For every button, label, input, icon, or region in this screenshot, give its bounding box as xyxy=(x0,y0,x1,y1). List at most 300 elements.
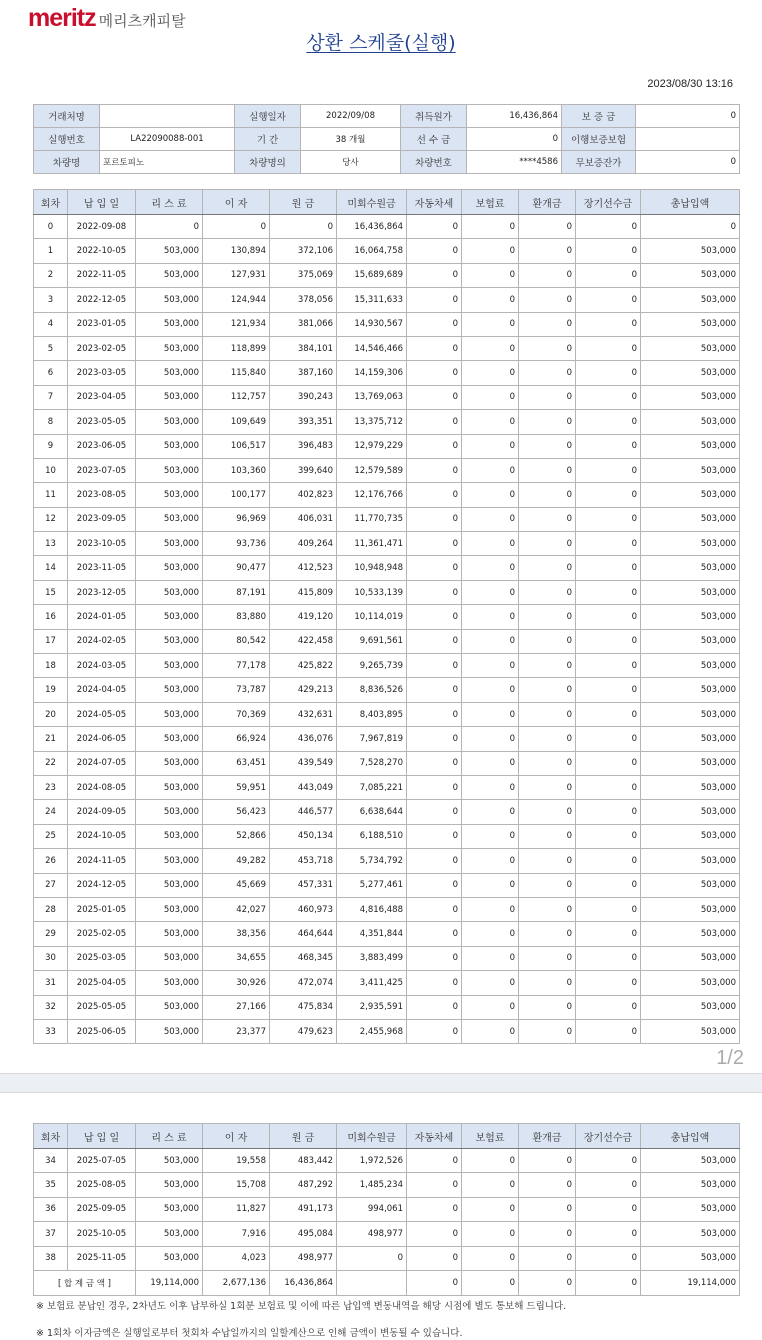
cell-principal: 483,442 xyxy=(270,1149,337,1173)
cell-lease-fee: 503,000 xyxy=(136,1222,203,1246)
total-label: [ 합 계 금 액 ] xyxy=(34,1270,136,1295)
cell-long-term-advance: 0 xyxy=(576,922,641,946)
cell-insurance: 0 xyxy=(462,1222,519,1246)
cell-interest: 80,542 xyxy=(203,629,270,653)
cell-unrecovered-principal: 3,411,425 xyxy=(337,971,407,995)
cell-interest: 100,177 xyxy=(203,483,270,507)
cell-long-term-advance: 0 xyxy=(576,1019,641,1043)
cell-interest: 15,708 xyxy=(203,1173,270,1197)
cell-installment: 21 xyxy=(34,727,68,751)
cell-lease-fee: 503,000 xyxy=(136,702,203,726)
table-row xyxy=(34,605,740,629)
cell-payment-date: 2023-02-05 xyxy=(68,336,136,360)
cell-total-payment: 503,000 xyxy=(641,1246,740,1270)
cell-unrecovered-principal: 15,689,689 xyxy=(337,263,407,287)
cell-long-term-advance: 0 xyxy=(576,629,641,653)
col-header-insurance: 보험료 xyxy=(462,190,519,215)
acquisition-cost-label: 취득원가 xyxy=(401,105,467,128)
cell-installment: 14 xyxy=(34,556,68,580)
table-row xyxy=(34,751,740,775)
total-principal: 16,436,864 xyxy=(270,1270,337,1295)
cell-refund: 0 xyxy=(519,971,576,995)
cell-installment: 26 xyxy=(34,849,68,873)
col-header-installment: 회차 xyxy=(34,190,68,215)
cell-total-payment: 503,000 xyxy=(641,507,740,531)
cell-lease-fee: 503,000 xyxy=(136,1197,203,1221)
cell-interest: 27,166 xyxy=(203,995,270,1019)
cell-insurance: 0 xyxy=(462,751,519,775)
cell-total-payment: 503,000 xyxy=(641,1173,740,1197)
total-insurance: 0 xyxy=(462,1270,519,1295)
cell-lease-fee: 503,000 xyxy=(136,336,203,360)
client-name-label: 거래처명 xyxy=(34,105,100,128)
col-header-installment: 회차 xyxy=(34,1124,68,1149)
cell-lease-fee: 503,000 xyxy=(136,873,203,897)
cell-principal: 399,640 xyxy=(270,458,337,482)
cell-car-tax: 0 xyxy=(407,239,462,263)
cell-payment-date: 2025-04-05 xyxy=(68,971,136,995)
page-separator xyxy=(0,1073,762,1093)
table-row xyxy=(34,849,740,873)
cell-lease-fee: 503,000 xyxy=(136,1173,203,1197)
cell-principal: 487,292 xyxy=(270,1173,337,1197)
cell-refund: 0 xyxy=(519,1246,576,1270)
vehicle-number-label: 차량번호 xyxy=(401,151,467,174)
cell-car-tax: 0 xyxy=(407,629,462,653)
cell-lease-fee: 503,000 xyxy=(136,800,203,824)
cell-refund: 0 xyxy=(519,1019,576,1043)
cell-interest: 124,944 xyxy=(203,288,270,312)
cell-interest: 59,951 xyxy=(203,775,270,799)
cell-long-term-advance: 0 xyxy=(576,1173,641,1197)
cell-unrecovered-principal: 13,769,063 xyxy=(337,385,407,409)
cell-unrecovered-principal: 2,455,968 xyxy=(337,1019,407,1043)
table-row xyxy=(34,1197,740,1221)
cell-insurance: 0 xyxy=(462,288,519,312)
cell-total-payment: 503,000 xyxy=(641,1197,740,1221)
cell-car-tax: 0 xyxy=(407,727,462,751)
cell-refund: 0 xyxy=(519,995,576,1019)
cell-principal: 432,631 xyxy=(270,702,337,726)
table-row xyxy=(34,727,740,751)
info-row-1 xyxy=(34,105,740,128)
cell-installment: 9 xyxy=(34,434,68,458)
cell-interest: 103,360 xyxy=(203,458,270,482)
cell-unrecovered-principal: 14,930,567 xyxy=(337,312,407,336)
table-row xyxy=(34,263,740,287)
cell-long-term-advance: 0 xyxy=(576,775,641,799)
table-row xyxy=(34,410,740,434)
cell-insurance: 0 xyxy=(462,702,519,726)
cell-long-term-advance: 0 xyxy=(576,1246,641,1270)
cell-payment-date: 2023-04-05 xyxy=(68,385,136,409)
cell-unrecovered-principal: 8,403,895 xyxy=(337,702,407,726)
table-row xyxy=(34,629,740,653)
cell-payment-date: 2022-10-05 xyxy=(68,239,136,263)
cell-unrecovered-principal: 7,085,221 xyxy=(337,775,407,799)
cell-principal: 409,264 xyxy=(270,532,337,556)
cell-insurance: 0 xyxy=(462,215,519,239)
cell-insurance: 0 xyxy=(462,410,519,434)
cell-installment: 32 xyxy=(34,995,68,1019)
cell-installment: 18 xyxy=(34,654,68,678)
cell-interest: 112,757 xyxy=(203,385,270,409)
cell-long-term-advance: 0 xyxy=(576,849,641,873)
cell-interest: 56,423 xyxy=(203,800,270,824)
cell-car-tax: 0 xyxy=(407,1019,462,1043)
footnote-insurance: ※ 보험료 분납인 경우, 2차년도 이후 납부하실 1회분 보험료 및 이에 따른 납입액 변동내역을 해당 시점에 별도 통보해 드립니다. xyxy=(36,1301,567,1312)
cell-interest: 7,916 xyxy=(203,1222,270,1246)
table-row xyxy=(34,702,740,726)
cell-payment-date: 2024-09-05 xyxy=(68,800,136,824)
cell-interest: 87,191 xyxy=(203,580,270,604)
cell-principal: 495,084 xyxy=(270,1222,337,1246)
cell-long-term-advance: 0 xyxy=(576,458,641,482)
cell-interest: 106,517 xyxy=(203,434,270,458)
cell-unrecovered-principal: 6,638,644 xyxy=(337,800,407,824)
cell-principal: 419,120 xyxy=(270,605,337,629)
cell-long-term-advance: 0 xyxy=(576,751,641,775)
cell-principal: 415,809 xyxy=(270,580,337,604)
cell-total-payment: 503,000 xyxy=(641,239,740,263)
cell-lease-fee: 503,000 xyxy=(136,751,203,775)
cell-total-payment: 503,000 xyxy=(641,678,740,702)
cell-long-term-advance: 0 xyxy=(576,971,641,995)
table-row xyxy=(34,922,740,946)
cell-lease-fee: 503,000 xyxy=(136,507,203,531)
cell-insurance: 0 xyxy=(462,775,519,799)
cell-interest: 49,282 xyxy=(203,849,270,873)
cell-interest: 19,558 xyxy=(203,1149,270,1173)
cell-car-tax: 0 xyxy=(407,532,462,556)
cell-installment: 25 xyxy=(34,824,68,848)
cell-insurance: 0 xyxy=(462,946,519,970)
cell-total-payment: 503,000 xyxy=(641,800,740,824)
cell-refund: 0 xyxy=(519,629,576,653)
cell-lease-fee: 503,000 xyxy=(136,263,203,287)
cell-unrecovered-principal: 10,114,019 xyxy=(337,605,407,629)
table-row xyxy=(34,1222,740,1246)
col-header-unrecovered-principal: 미회수원금 xyxy=(337,1124,407,1149)
residual-value-label: 무보증잔가 xyxy=(562,151,636,174)
cell-insurance: 0 xyxy=(462,263,519,287)
cell-interest: 115,840 xyxy=(203,361,270,385)
cell-long-term-advance: 0 xyxy=(576,288,641,312)
col-header-payment-date: 납 입 일 xyxy=(68,190,136,215)
col-header-lease-fee: 리 스 료 xyxy=(136,1124,203,1149)
cell-long-term-advance: 0 xyxy=(576,312,641,336)
cell-car-tax: 0 xyxy=(407,971,462,995)
cell-car-tax: 0 xyxy=(407,410,462,434)
cell-installment: 1 xyxy=(34,239,68,263)
info-row-3 xyxy=(34,151,740,174)
cell-total-payment: 503,000 xyxy=(641,873,740,897)
cell-long-term-advance: 0 xyxy=(576,995,641,1019)
cell-long-term-advance: 0 xyxy=(576,385,641,409)
cell-installment: 37 xyxy=(34,1222,68,1246)
cell-refund: 0 xyxy=(519,922,576,946)
cell-refund: 0 xyxy=(519,507,576,531)
print-datetime: 2023/08/30 13:16 xyxy=(647,78,733,90)
cell-refund: 0 xyxy=(519,556,576,580)
info-row-2 xyxy=(34,128,740,151)
cell-insurance: 0 xyxy=(462,1149,519,1173)
cell-long-term-advance: 0 xyxy=(576,434,641,458)
cell-insurance: 0 xyxy=(462,971,519,995)
cell-unrecovered-principal: 12,979,229 xyxy=(337,434,407,458)
table-row xyxy=(34,1149,740,1173)
cell-installment: 15 xyxy=(34,580,68,604)
cell-long-term-advance: 0 xyxy=(576,361,641,385)
cell-lease-fee: 503,000 xyxy=(136,946,203,970)
cell-principal: 450,134 xyxy=(270,824,337,848)
cell-insurance: 0 xyxy=(462,312,519,336)
cell-unrecovered-principal: 994,061 xyxy=(337,1197,407,1221)
cell-car-tax: 0 xyxy=(407,946,462,970)
cell-interest: 63,451 xyxy=(203,751,270,775)
cell-car-tax: 0 xyxy=(407,1149,462,1173)
table-row xyxy=(34,215,740,239)
cell-total-payment: 503,000 xyxy=(641,1222,740,1246)
cell-unrecovered-principal: 11,361,471 xyxy=(337,532,407,556)
col-header-long-term-advance: 장기선수금 xyxy=(576,190,641,215)
cell-interest: 23,377 xyxy=(203,1019,270,1043)
cell-lease-fee: 503,000 xyxy=(136,532,203,556)
cell-total-payment: 0 xyxy=(641,215,740,239)
cell-insurance: 0 xyxy=(462,458,519,482)
cell-long-term-advance: 0 xyxy=(576,483,641,507)
cell-insurance: 0 xyxy=(462,678,519,702)
cell-lease-fee: 503,000 xyxy=(136,312,203,336)
cell-installment: 7 xyxy=(34,385,68,409)
cell-refund: 0 xyxy=(519,702,576,726)
table-row xyxy=(34,556,740,580)
cell-insurance: 0 xyxy=(462,897,519,921)
cell-total-payment: 503,000 xyxy=(641,1019,740,1043)
cell-car-tax: 0 xyxy=(407,922,462,946)
table-row xyxy=(34,483,740,507)
cell-total-payment: 503,000 xyxy=(641,385,740,409)
cell-long-term-advance: 0 xyxy=(576,336,641,360)
cell-principal: 422,458 xyxy=(270,629,337,653)
cell-insurance: 0 xyxy=(462,361,519,385)
cell-car-tax: 0 xyxy=(407,849,462,873)
cell-principal: 384,101 xyxy=(270,336,337,360)
cell-payment-date: 2024-01-05 xyxy=(68,605,136,629)
cell-payment-date: 2025-11-05 xyxy=(68,1246,136,1270)
cell-lease-fee: 503,000 xyxy=(136,1149,203,1173)
cell-payment-date: 2025-10-05 xyxy=(68,1222,136,1246)
execution-number-label: 실행번호 xyxy=(34,128,100,151)
cell-payment-date: 2022-11-05 xyxy=(68,263,136,287)
col-header-car-tax: 자동차세 xyxy=(407,190,462,215)
cell-lease-fee: 503,000 xyxy=(136,385,203,409)
table-row xyxy=(34,385,740,409)
cell-total-payment: 503,000 xyxy=(641,629,740,653)
cell-insurance: 0 xyxy=(462,1173,519,1197)
cell-lease-fee: 503,000 xyxy=(136,897,203,921)
col-header-insurance: 보험료 xyxy=(462,1124,519,1149)
table-row xyxy=(34,336,740,360)
cell-principal: 425,822 xyxy=(270,654,337,678)
cell-installment: 33 xyxy=(34,1019,68,1043)
cell-long-term-advance: 0 xyxy=(576,678,641,702)
cell-payment-date: 2024-10-05 xyxy=(68,824,136,848)
cell-payment-date: 2025-03-05 xyxy=(68,946,136,970)
cell-interest: 93,736 xyxy=(203,532,270,556)
total-long-term-advance: 0 xyxy=(576,1270,641,1295)
cell-total-payment: 503,000 xyxy=(641,824,740,848)
cell-unrecovered-principal: 12,176,766 xyxy=(337,483,407,507)
cell-payment-date: 2025-01-05 xyxy=(68,897,136,921)
cell-principal: 402,823 xyxy=(270,483,337,507)
cell-lease-fee: 503,000 xyxy=(136,239,203,263)
cell-car-tax: 0 xyxy=(407,702,462,726)
cell-unrecovered-principal: 14,159,306 xyxy=(337,361,407,385)
cell-insurance: 0 xyxy=(462,1197,519,1221)
cell-installment: 11 xyxy=(34,483,68,507)
cell-lease-fee: 503,000 xyxy=(136,483,203,507)
cell-lease-fee: 503,000 xyxy=(136,288,203,312)
cell-payment-date: 2023-03-05 xyxy=(68,361,136,385)
cell-car-tax: 0 xyxy=(407,556,462,580)
total-unrecovered-principal xyxy=(337,1270,407,1295)
cell-total-payment: 503,000 xyxy=(641,605,740,629)
cell-payment-date: 2022-09-08 xyxy=(68,215,136,239)
cell-interest: 121,934 xyxy=(203,312,270,336)
cell-payment-date: 2023-09-05 xyxy=(68,507,136,531)
table-row xyxy=(34,458,740,482)
table-row xyxy=(34,312,740,336)
cell-total-payment: 503,000 xyxy=(641,556,740,580)
cell-principal: 429,213 xyxy=(270,678,337,702)
cell-installment: 8 xyxy=(34,410,68,434)
cell-total-payment: 503,000 xyxy=(641,995,740,1019)
cell-insurance: 0 xyxy=(462,336,519,360)
cell-unrecovered-principal: 13,375,712 xyxy=(337,410,407,434)
cell-car-tax: 0 xyxy=(407,312,462,336)
cell-total-payment: 503,000 xyxy=(641,361,740,385)
cell-car-tax: 0 xyxy=(407,580,462,604)
cell-total-payment: 503,000 xyxy=(641,946,740,970)
acquisition-cost-value: 16,436,864 xyxy=(467,105,562,128)
cell-installment: 20 xyxy=(34,702,68,726)
cell-long-term-advance: 0 xyxy=(576,239,641,263)
cell-lease-fee: 503,000 xyxy=(136,605,203,629)
term-label: 기 간 xyxy=(235,128,301,151)
cell-lease-fee: 503,000 xyxy=(136,580,203,604)
total-interest: 2,677,136 xyxy=(203,1270,270,1295)
cell-installment: 31 xyxy=(34,971,68,995)
cell-payment-date: 2023-07-05 xyxy=(68,458,136,482)
cell-installment: 19 xyxy=(34,678,68,702)
col-header-payment-date: 납 입 일 xyxy=(68,1124,136,1149)
table-row xyxy=(34,434,740,458)
cell-total-payment: 503,000 xyxy=(641,654,740,678)
cell-insurance: 0 xyxy=(462,727,519,751)
cell-refund: 0 xyxy=(519,727,576,751)
cell-payment-date: 2025-08-05 xyxy=(68,1173,136,1197)
repayment-schedule-table-page1 xyxy=(33,189,740,1044)
table-row xyxy=(34,946,740,970)
performance-bond-value xyxy=(636,128,740,151)
cell-principal: 412,523 xyxy=(270,556,337,580)
cell-refund: 0 xyxy=(519,605,576,629)
cell-insurance: 0 xyxy=(462,1019,519,1043)
cell-refund: 0 xyxy=(519,580,576,604)
cell-refund: 0 xyxy=(519,1173,576,1197)
cell-installment: 6 xyxy=(34,361,68,385)
cell-payment-date: 2023-10-05 xyxy=(68,532,136,556)
cell-unrecovered-principal: 14,546,466 xyxy=(337,336,407,360)
cell-interest: 130,894 xyxy=(203,239,270,263)
cell-refund: 0 xyxy=(519,532,576,556)
cell-refund: 0 xyxy=(519,288,576,312)
cell-installment: 24 xyxy=(34,800,68,824)
cell-car-tax: 0 xyxy=(407,483,462,507)
cell-insurance: 0 xyxy=(462,556,519,580)
cell-interest: 70,369 xyxy=(203,702,270,726)
cell-interest: 90,477 xyxy=(203,556,270,580)
cell-principal: 390,243 xyxy=(270,385,337,409)
vehicle-name-value: 포르토피노 xyxy=(100,151,235,174)
cell-installment: 12 xyxy=(34,507,68,531)
col-header-car-tax: 자동차세 xyxy=(407,1124,462,1149)
cell-long-term-advance: 0 xyxy=(576,702,641,726)
cell-installment: 27 xyxy=(34,873,68,897)
client-name-value xyxy=(100,105,235,128)
cell-total-payment: 503,000 xyxy=(641,702,740,726)
cell-unrecovered-principal: 2,935,591 xyxy=(337,995,407,1019)
cell-insurance: 0 xyxy=(462,239,519,263)
cell-unrecovered-principal: 10,533,139 xyxy=(337,580,407,604)
cell-total-payment: 503,000 xyxy=(641,263,740,287)
cell-lease-fee: 503,000 xyxy=(136,775,203,799)
cell-insurance: 0 xyxy=(462,922,519,946)
cell-refund: 0 xyxy=(519,312,576,336)
table-row xyxy=(34,824,740,848)
cell-unrecovered-principal: 1,485,234 xyxy=(337,1173,407,1197)
cell-insurance: 0 xyxy=(462,532,519,556)
cell-payment-date: 2023-01-05 xyxy=(68,312,136,336)
cell-long-term-advance: 0 xyxy=(576,824,641,848)
cell-refund: 0 xyxy=(519,800,576,824)
cell-refund: 0 xyxy=(519,1149,576,1173)
cell-lease-fee: 503,000 xyxy=(136,629,203,653)
cell-total-payment: 503,000 xyxy=(641,483,740,507)
cell-principal: 498,977 xyxy=(270,1246,337,1270)
contract-info-table xyxy=(33,104,740,174)
cell-total-payment: 503,000 xyxy=(641,434,740,458)
cell-lease-fee: 503,000 xyxy=(136,1019,203,1043)
cell-interest: 4,023 xyxy=(203,1246,270,1270)
cell-total-payment: 503,000 xyxy=(641,336,740,360)
cell-long-term-advance: 0 xyxy=(576,507,641,531)
cell-long-term-advance: 0 xyxy=(576,654,641,678)
cell-refund: 0 xyxy=(519,410,576,434)
cell-payment-date: 2024-08-05 xyxy=(68,775,136,799)
cell-principal: 446,577 xyxy=(270,800,337,824)
execution-date-label: 실행일자 xyxy=(235,105,301,128)
cell-refund: 0 xyxy=(519,824,576,848)
cell-insurance: 0 xyxy=(462,995,519,1019)
cell-insurance: 0 xyxy=(462,849,519,873)
table-row xyxy=(34,1019,740,1043)
col-header-total-payment: 총납입액 xyxy=(641,1124,740,1149)
cell-payment-date: 2023-06-05 xyxy=(68,434,136,458)
cell-long-term-advance: 0 xyxy=(576,727,641,751)
cell-payment-date: 2024-07-05 xyxy=(68,751,136,775)
